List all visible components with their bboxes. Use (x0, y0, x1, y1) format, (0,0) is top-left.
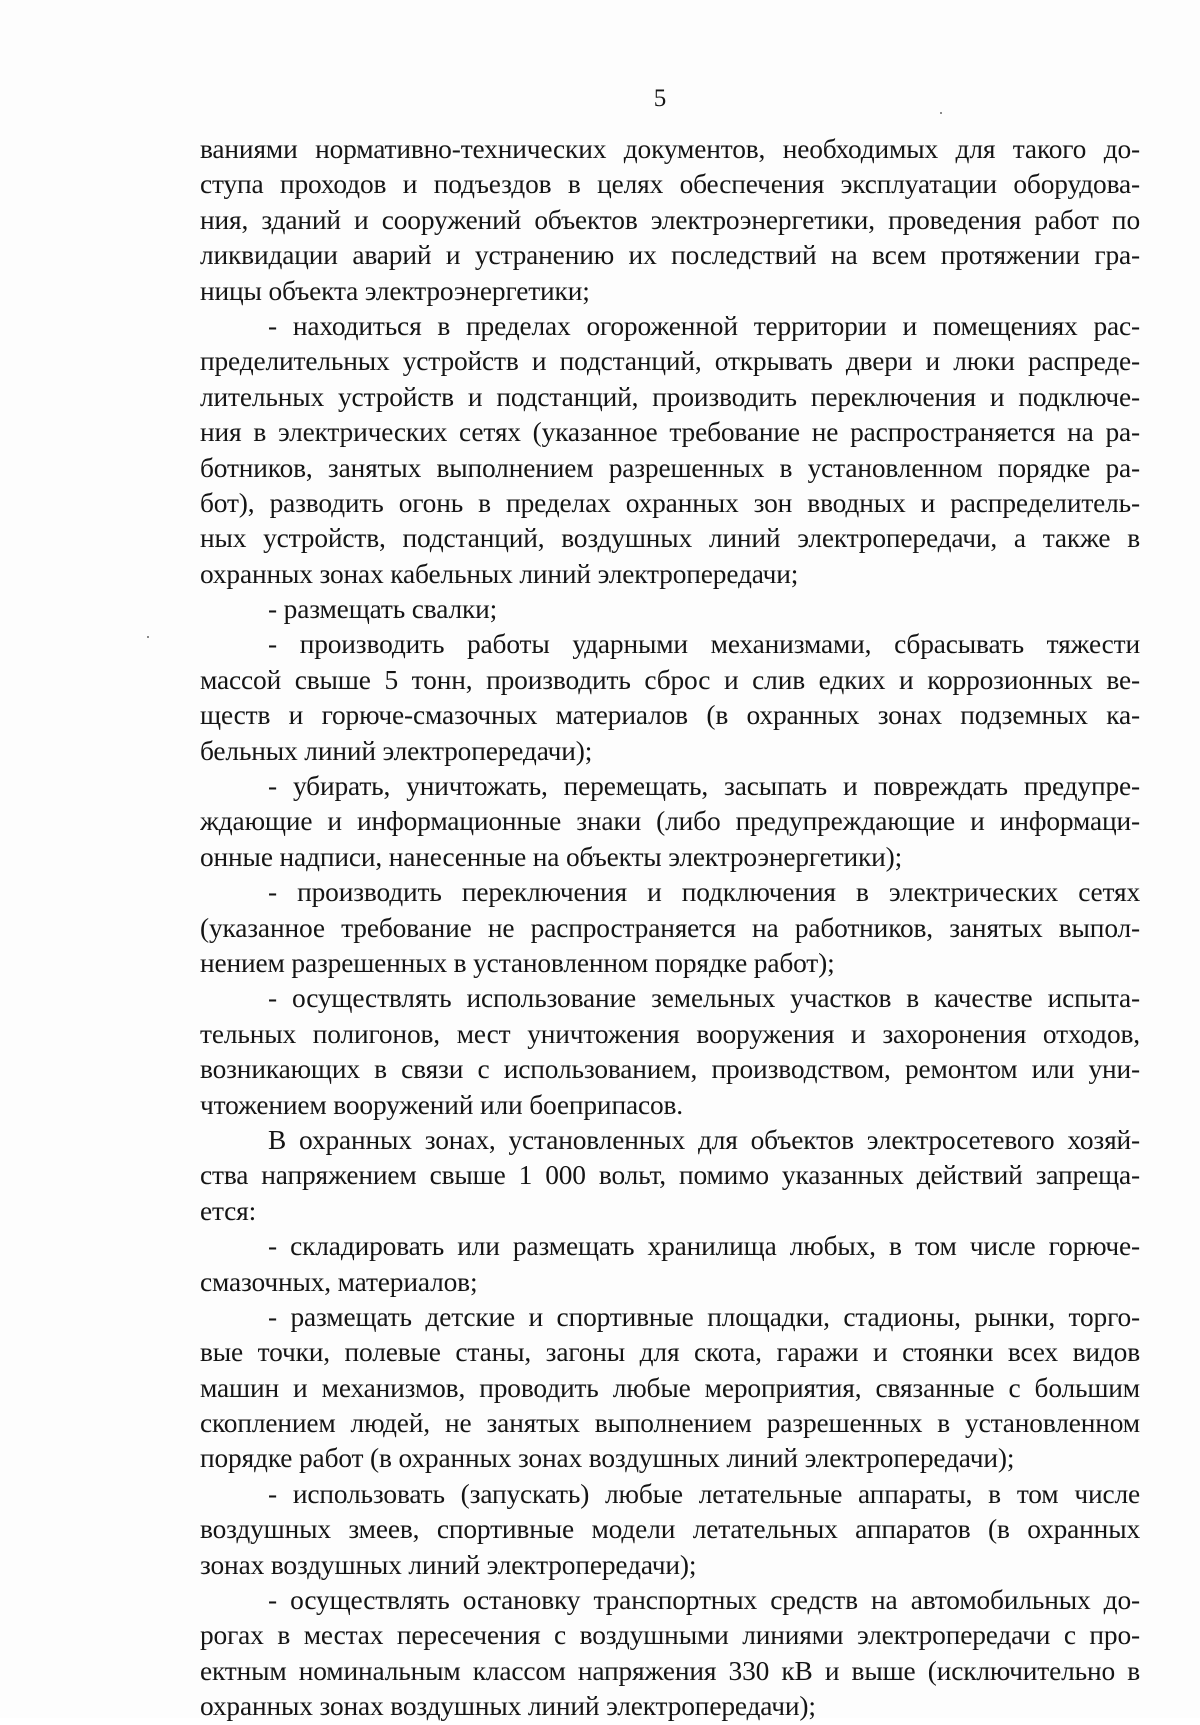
text-line: охранных зонах кабельных линий электропередачи; (200, 558, 799, 589)
text-line: ства напряжением свыше 1 000 вольт, помимо указанных действий запреща- (200, 1160, 1140, 1191)
text-line: смазочных, материалов; (200, 1266, 478, 1297)
text-line: бот), разводить огонь в пределах охранных зон вводных и распределитель- (200, 487, 1140, 518)
text-line: вые точки, полевые станы, загоны для скота, гаражи и стоянки всех видов (200, 1337, 1140, 1368)
text-line: ницы объекта электроэнергетики; (200, 275, 590, 306)
text-line: - размещать детские и спортивные площадки, стадионы, рынки, торго- (268, 1301, 1140, 1332)
text-line: - размещать свалки; (268, 594, 498, 625)
text-line: ботников, занятых выполнением разрешенных в установленном порядке ра- (200, 452, 1140, 483)
text-line: нением разрешенных в установленном порядке работ); (200, 947, 835, 978)
document-body (200, 132, 1140, 1725)
scan-speck (940, 112, 942, 114)
text-line: лительных устройств и подстанций, производить переключения и подключе- (200, 381, 1140, 412)
text-line: порядке работ (в охранных зонах воздушных линий электропередачи); (200, 1443, 1015, 1474)
text-line: бельных линий электропередачи); (200, 735, 593, 766)
page-number: 5 (653, 85, 667, 112)
text-line: ния в электрических сетях (указанное требование не распространяется на ра- (200, 417, 1140, 448)
text-line: охранных зонах воздушных линий электропередачи); (200, 1691, 816, 1722)
text-line: ступа проходов и подъездов в целях обеспечения эксплуатации оборудова- (200, 169, 1140, 200)
text-line: тельных полигонов, мест уничтожения вооружения и захоронения отходов, (200, 1018, 1140, 1049)
text-line: ния, зданий и сооружений объектов электроэнергетики, проведения работ по (200, 204, 1140, 235)
text-line: онные надписи, нанесенные на объекты электроэнергетики); (200, 841, 903, 872)
text-line: пределительных устройств и подстанций, открывать двери и люки распреде- (200, 346, 1140, 377)
scan-speck (147, 636, 149, 638)
text-line: ектным номинальным классом напряжения 330 кВ и выше (исключительно в (200, 1655, 1140, 1686)
text-line: рогах в местах пересечения с воздушными линиями электропередачи с про- (200, 1620, 1140, 1651)
text-line: - производить переключения и подключения в электрических сетях (268, 877, 1140, 908)
text-line: ных устройств, подстанций, воздушных линий электропередачи, а также в (200, 523, 1140, 554)
text-line: - использовать (запускать) любые летательные аппараты, в том числе (268, 1478, 1140, 1509)
text-line: чтожением вооружений или боеприпасов. (200, 1089, 683, 1120)
text-line: зонах воздушных линий электропередачи); (200, 1549, 697, 1580)
text-line: (указанное требование не распространяется на работников, занятых выпол- (200, 912, 1140, 943)
text-line: - осуществлять использование земельных участков в качестве испыта- (268, 983, 1140, 1014)
text-line: - убирать, уничтожать, перемещать, засыпать и повреждать предупре- (268, 771, 1140, 802)
text-line: - складировать или размещать хранилища любых, в том числе горюче- (268, 1231, 1140, 1262)
text-line: - осуществлять остановку транспортных средств на автомобильных до- (268, 1585, 1140, 1616)
text-line: ждающие и информационные знаки (либо предупреждающие и информаци- (200, 806, 1140, 837)
text-line: - производить работы ударными механизмами, сбрасывать тяжести (268, 629, 1140, 660)
text-line: скоплением людей, не занятых выполнением разрешенных в установленном (200, 1408, 1140, 1439)
text-line: воздушных змеев, спортивные модели летательных аппаратов (в охранных (200, 1514, 1140, 1545)
text-line: ется: (200, 1195, 257, 1226)
text-line: машин и механизмов, проводить любые мероприятия, связанные с большим (200, 1372, 1140, 1403)
text-line: - находиться в пределах огороженной территории и помещениях рас- (268, 310, 1140, 341)
text-line: В охранных зонах, установленных для объектов электросетевого хозяй- (268, 1124, 1140, 1155)
text-line: ваниями нормативно-технических документов, необходимых для такого до- (200, 134, 1140, 164)
text-line: ществ и горюче-смазочных материалов (в охранных зонах подземных ка- (200, 700, 1140, 731)
text-line: возникающих в связи с использованием, производством, ремонтом или уни- (200, 1054, 1140, 1085)
text-line: массой свыше 5 тонн, производить сброс и слив едких и коррозионных ве- (200, 664, 1140, 695)
text-line: ликвидации аварий и устранению их последствий на всем протяжении гра- (200, 240, 1140, 271)
